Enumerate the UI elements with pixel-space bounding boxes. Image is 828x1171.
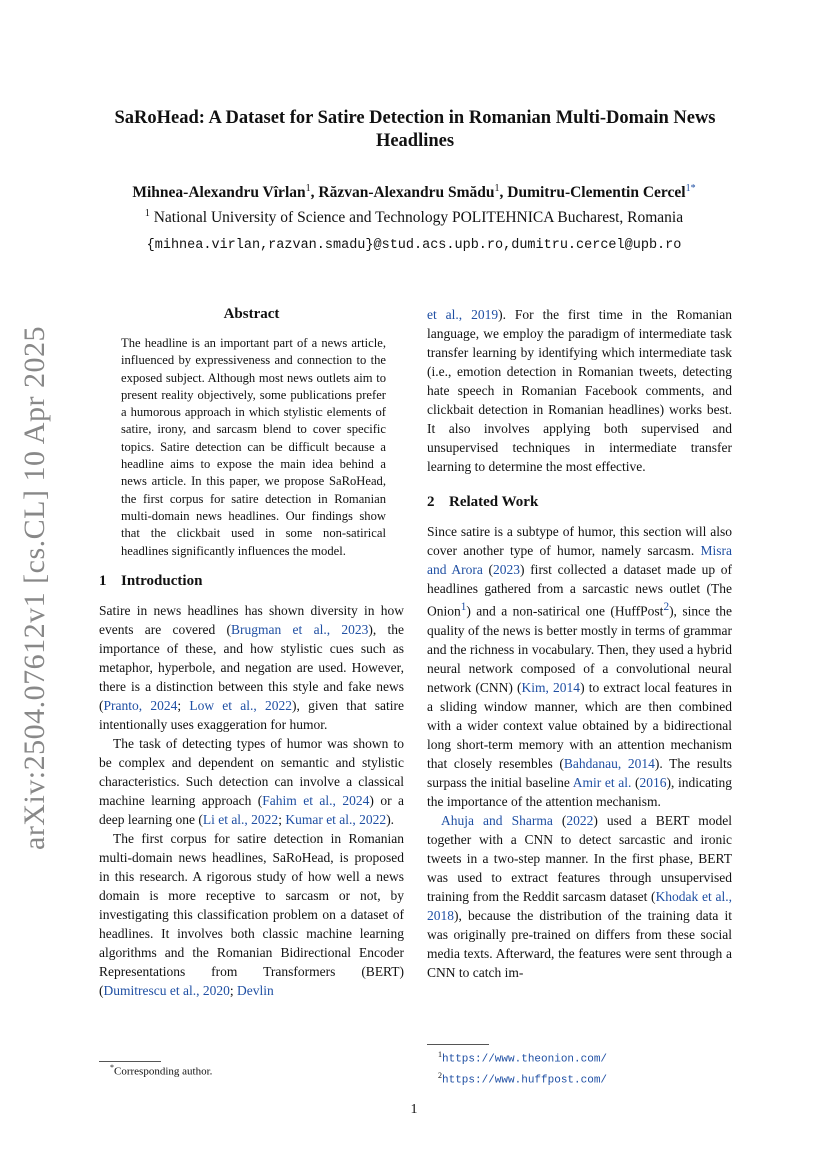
citation-link[interactable]: Dumitrescu et al., 2020 — [103, 982, 230, 998]
abstract-heading: Abstract — [223, 306, 280, 322]
section-heading-related-work — [427, 493, 732, 512]
section-number: 2 — [427, 494, 435, 510]
citation-link[interactable]: Pranto, 2024 — [103, 697, 178, 713]
affiliation-mark: 1 — [144, 208, 150, 220]
footnote-url[interactable]: https://www.huffpost.com/ — [442, 1074, 608, 1087]
footnote-corresponding-author: *Corresponding author. — [110, 1063, 213, 1078]
citation-link[interactable]: Kumar et al., 2022 — [285, 811, 387, 827]
citation-link[interactable]: Misra and Arora — [427, 543, 732, 577]
citation-link[interactable]: Fahim et al., 2024 — [262, 792, 370, 808]
left-column — [99, 305, 404, 1000]
paper-title: SaRoHead: A Dataset for Satire Detection in Romanian Multi-Domain News Headlines — [114, 108, 716, 151]
footnote-item: $^2$https://www.huffpost.com/ — [438, 1070, 608, 1087]
author-affiliation-mark: 1* — [685, 183, 696, 194]
author-affiliation-mark: 1 — [305, 183, 311, 194]
citation-link[interactable]: Kim, 2014 — [521, 679, 581, 695]
citation-link[interactable]: Low et al., 2022 — [189, 697, 292, 713]
paragraph: The first corpus for satire detection in Romanian multi-domain news headlines, SaRoHead, is proposed in this research. A rigorous study of how well a news domain is more receptive to sarcasm or not, by investigating this classification problem on a dataset of headlines. It involves both classic machine learning algorithms and the Romanian Bidirectional Encoder Representations from Transformers (BERT) (Dumitrescu et al., 2020; Devlin — [99, 830, 404, 998]
section-title: Related Work — [449, 494, 539, 510]
citation-link[interactable]: 2023 — [493, 562, 521, 577]
footnote-divider — [427, 1044, 489, 1045]
author-names: Mihnea-Alexandru Vîrlan$^1$, Răzvan-Alexandru Smădu$^1$, Dumitru-Clementin Cercel$^{1*}$ — [132, 183, 696, 202]
citation-link[interactable]: Devlin — [237, 982, 274, 998]
citation-link[interactable]: Bahdanau, 2014 — [563, 755, 655, 771]
footnote-divider — [99, 1061, 161, 1062]
footnote-marker[interactable]: 1 — [460, 601, 467, 613]
author-block — [80, 178, 748, 228]
footnote-marker[interactable]: 2 — [663, 601, 670, 613]
affiliation-text: National University of Science and Technology POLITEHNICA Bucharest, Romania — [153, 209, 684, 227]
paragraph: Ahuja and Sharma (2022) used a BERT model together with a CNN to detect sarcastic and ironic tweets in a two-step manner. In the first phase, BERT was used to extract features through unsupervised training from the Reddit sarcasm dataset (Khodak et al., 2018), because the distribution of the training data it was originally pre-trained on differs from these social media texts. Afterward, the features were sent through a CNN to catch im- — [427, 812, 732, 980]
arxiv-identifier-stamp: arXiv:2504.07612v1 [cs.CL] 10 Apr 2025 — [18, 326, 51, 850]
paragraph: The task of detecting types of humor was shown to be complex and dependent on semantic and stylistic characteristics. Such detection can involve a classical machine learning approach (Fahim et al., 2024) or a deep learning one (Li et al., 2022; Kumar et al., 2022). — [99, 735, 405, 827]
footnote-item: $^1$https://www.theonion.com/ — [438, 1050, 608, 1066]
page-number: 1 — [410, 1102, 418, 1117]
citation-link[interactable]: et al., 2019 — [427, 307, 499, 322]
affiliation — [80, 203, 748, 228]
citation-link[interactable]: Brugman et al., 2023 — [231, 621, 369, 637]
section-heading-introduction — [99, 572, 404, 591]
author-name: Mihnea-Alexandru Vîrlan — [132, 184, 306, 202]
citation-link[interactable]: Khodak et al., 2018 — [427, 888, 732, 923]
footnote-list — [438, 1047, 607, 1088]
author-name: Răzvan-Alexandru Smădu — [318, 184, 495, 202]
author-emails: {mihnea.virlan,razvan.smadu}@stud.acs.upb.ro,dumitru.cercel@upb.ro — [146, 238, 682, 253]
right-column — [427, 305, 732, 982]
citation-link[interactable]: 2016 — [639, 774, 667, 790]
abstract-text: The headline is an important part of a news article, influenced by expressiveness and connection to the exposed subject. Although most news outlets aim to present reality objectively, some publications prefer a humorous approach in which stylistic elements of satire, irony, and sarcasm blend to cover specific topics. Satire detection can be difficult because a headline aims to expose the main idea behind a news article. In this paper, we propose SaRoHead, the first corpus for satire detection in Romanian multi-domain news headlines. Our findings show that the clickbait used in some non-satirical headlines significantly influences the model. — [121, 336, 386, 558]
author-name: Dumitru-Clementin Cercel — [507, 184, 686, 202]
author-affiliation-mark: 1 — [494, 183, 500, 194]
section-number: 1 — [99, 572, 107, 589]
paragraph: et al., 2019). For the first time in the Romanian language, we employ the paradigm of intermediate task transfer learning by identifying which intermediate task (i.e., emotion detection in Romanian tweets, detecting hate speech in Romanian Facebook comments, and clickbait detection in Romanian headlines) works best. It also involves applying both supervised and unsupervised techniques in intermediate transfer learning to determine the most effective. — [427, 307, 732, 474]
citation-link[interactable]: 2022 — [566, 812, 594, 828]
section-title: Introduction — [121, 572, 203, 589]
citation-link[interactable]: Ahuja and Sharma — [441, 812, 553, 828]
citation-link[interactable]: Amir et al. — [572, 774, 632, 790]
paragraph: Since satire is a subtype of humor, this section will also cover another type of humor, namely sarcasm. Misra and Arora (2023) first collected a dataset made up of headlines gathered from a sarcastic news outlet (The Onion$^1$) and a non-satirical one (HuffPost$^2$), since the quality of the news is better mostly in terms of grammar and the richness in vocabulary. Then, they used a hybrid neural network composed of a convolutional neural network (CNN) (Kim, 2014) to extract local features in a sliding window manner, which are then combined with a wider context value obtained by a bidirectional long short-term memory with an attention mechanism that closely resembles (Bahdanau, 2014). The results surpass the initial baseline Amir et al. (2016), indicating the importance of the attention mechanism. — [427, 524, 733, 809]
paragraph: Satire in news headlines has shown diversity in how events are covered (Brugman et al., 2023), the importance of these, and how stylistic cues such as metaphor, hyperbole, and negation are used. However, there is a distinction between this style and fake news (Pranto, 2024; Low et al., 2022), given that satire intentionally uses exaggeration for humor. — [99, 602, 405, 732]
citation-link[interactable]: Li et al., 2022 — [202, 811, 279, 827]
footnote-url[interactable]: https://www.theonion.com/ — [442, 1053, 608, 1066]
